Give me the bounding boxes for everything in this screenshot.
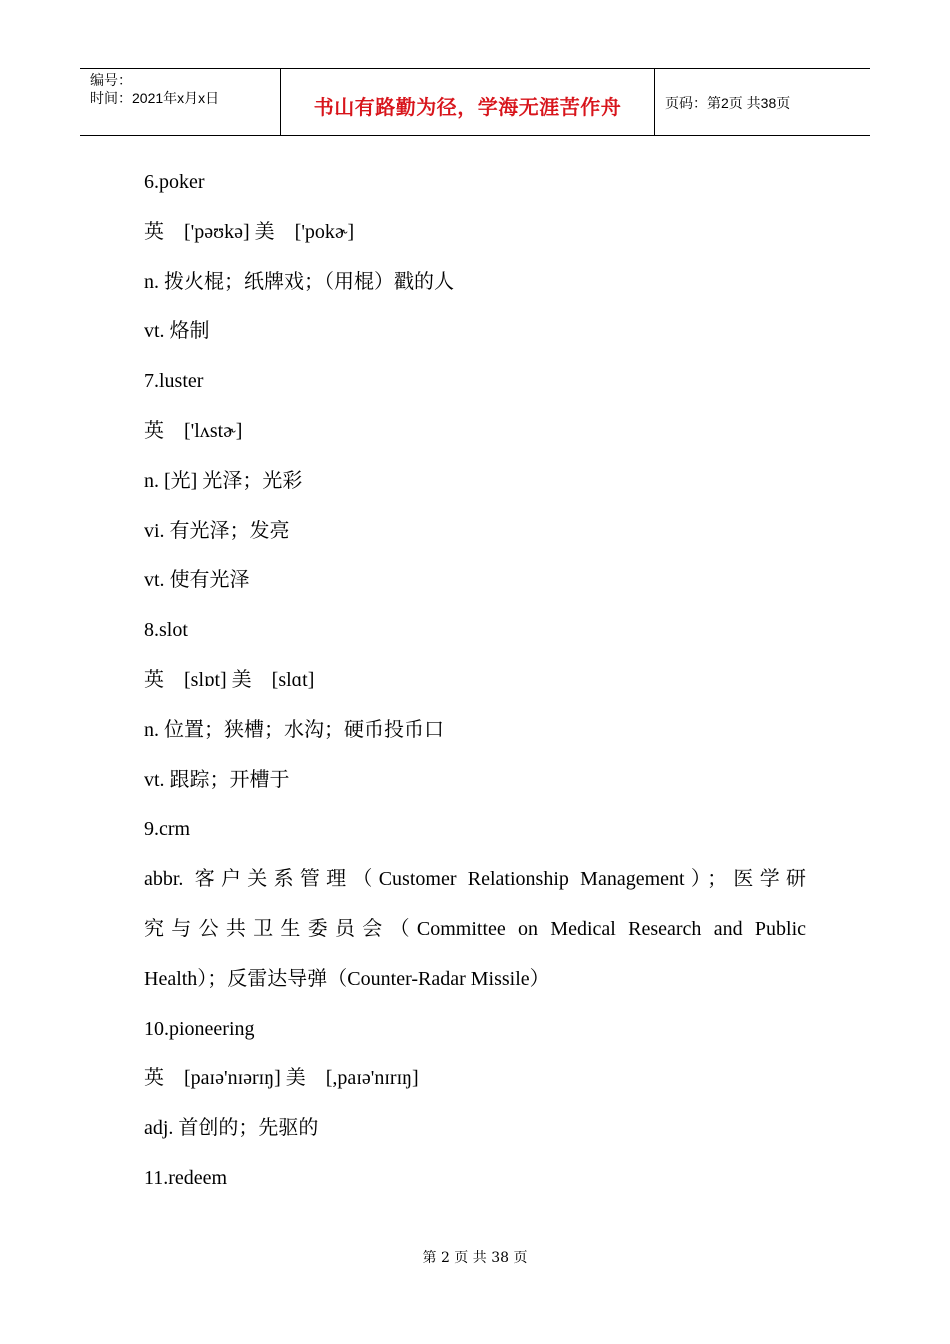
entry-title: 7.luster [144,370,204,393]
page-header [80,68,870,136]
entry-pronunciation: 英 ['lʌstɚ] [144,419,243,442]
entry-title: 11.redeem [144,1166,228,1189]
entry-title: 9.crm [144,818,191,841]
entry-definition: vt. 使有光泽 [144,569,250,592]
entry-definition: vt. 烙制 [144,320,210,343]
header-page-cell [655,69,870,135]
entry-definition: n. 拨火棍；纸牌戏；（用棍）戳的人 [144,270,454,293]
entry-title: 6.poker [144,171,205,193]
entry-definition: n. 位置；狭槽；水沟；硬币投币口 [144,718,444,741]
header-page-info: 页码：第2页 共38页 [665,95,791,111]
document-time-label: 时间：2021年x月x日 [90,90,220,106]
document-number-label: 编号： [90,72,132,88]
entry-definition: vt. 跟踪；开槽于 [144,768,290,791]
header-motto-cell [281,69,655,135]
entry-pronunciation: 英 [slɒt] 美 [slɑt] [144,668,315,691]
entry-definition: adj. 首创的；先驱的 [144,1117,319,1140]
footer-page-number: 第 2 页 共 38 页 [422,1250,528,1266]
entry-definition: 究与公共卫生委员会（Committee on Medical Research and Public [144,917,806,940]
document-body [144,158,806,1204]
entry-definition: vi. 有光泽；发亮 [144,519,290,542]
page-footer [0,1247,950,1267]
entry-definition: Health）；反雷达导弹（Counter-Radar Missile） [144,967,550,990]
header-info-cell [80,69,281,135]
entry-definition: abbr. 客户关系管理（Customer Relationship Management）；医学研 [144,868,806,891]
entry-definition: n. [光] 光泽；光彩 [144,469,303,492]
header-motto: 书山有路勤为径，学海无涯苦作舟 [313,94,622,119]
entry-title: 8.slot [144,619,188,642]
entry-pronunciation: 英 [paɪə'nɪərɪŋ] 美 [,paɪə'nɪrɪŋ] [144,1067,419,1090]
entry-title: 10.pioneering [144,1017,255,1040]
entry-pronunciation: 英 ['pəʊkə] 美 ['pokɚ] [144,220,355,243]
